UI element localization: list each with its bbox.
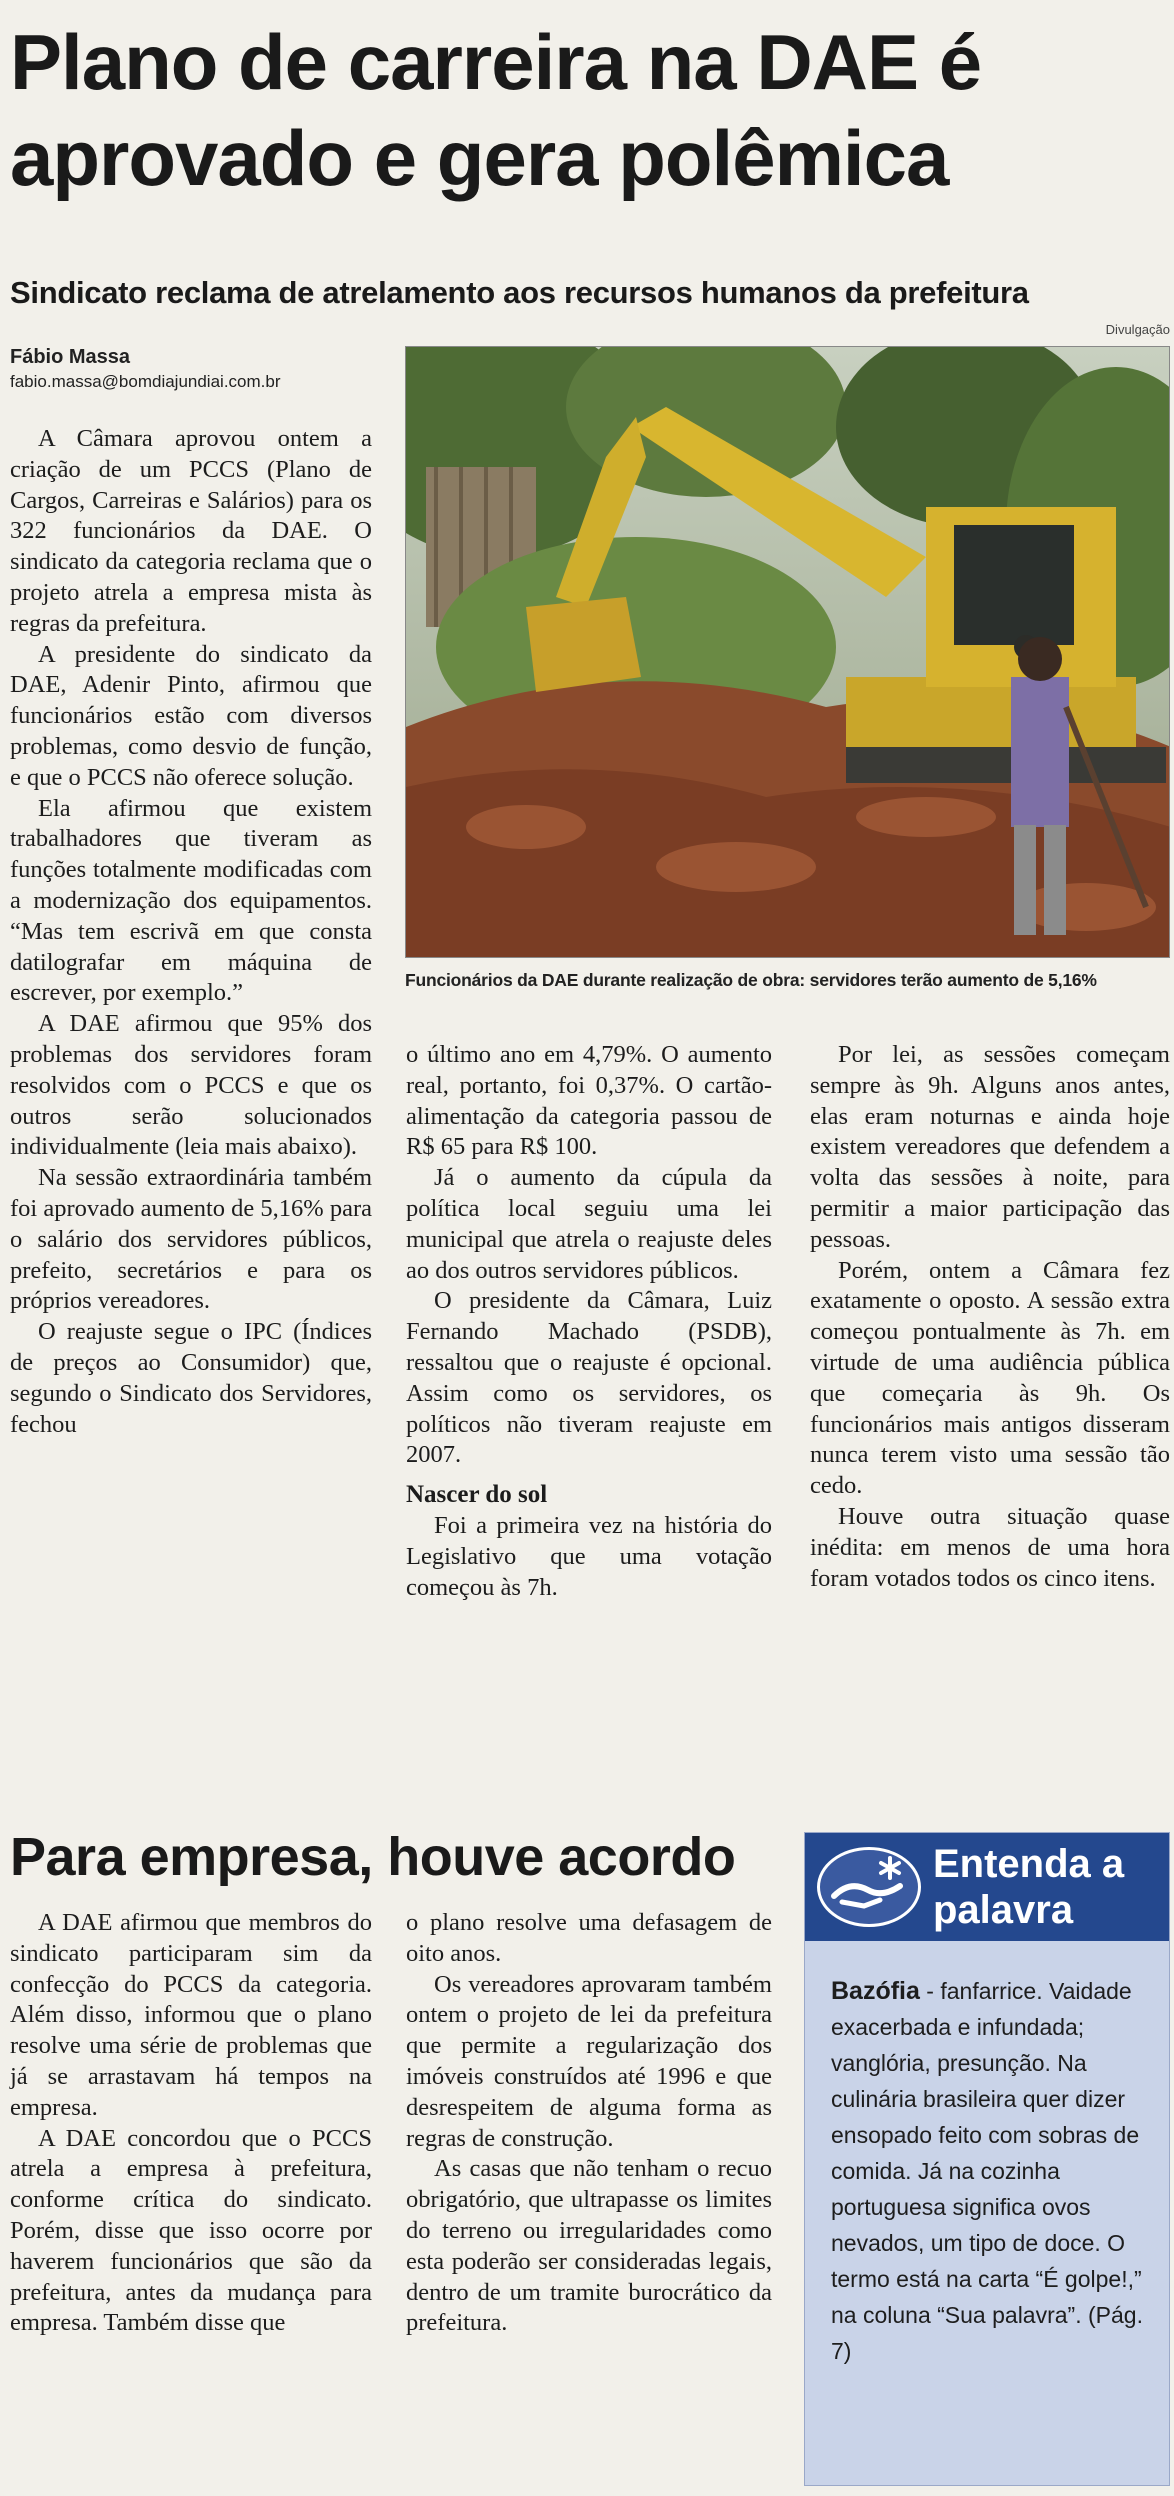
byline bbox=[10, 344, 400, 394]
paragraph: Foi a primeira vez na história do Legislativo que uma votação começou às 7h. bbox=[406, 1512, 772, 1601]
photo-caption: Funcionários da DAE durante realização de obra: servidores terão aumento de 5,16% bbox=[405, 970, 1097, 990]
paragraph: Ela afirmou que existem trabalhadores que tiveram as funções totalmente modificadas com a modernização dos equipamentos. “Mas tem escrivã em que consta datilografar em máquina de escrever, por exemplo.” bbox=[10, 794, 372, 1007]
glossary-box bbox=[804, 1832, 1170, 2486]
excavator-photo bbox=[406, 347, 1170, 958]
paragraph: O presidente da Câmara, Luiz Fernando Machado (PSDB), ressaltou que o reajuste é opcional. Assim como os servidores, os políticos não tiveram reajuste em 2007. bbox=[406, 1287, 772, 1469]
paragraph: A DAE afirmou que 95% dos problemas dos servidores foram resolvidos com o PCCS e que os outros serão solucionados individualmente (leia mais abaixo). bbox=[10, 1010, 372, 1161]
paragraph: As casas que não tenham o recuo obrigatório, que ultrapasse os limites do terreno ou irregularidades como esta poderão ser consideradas legais, dentro de um tramite burocrático da prefeitura. bbox=[406, 2155, 772, 2337]
photo-credit: Divulgação bbox=[1105, 322, 1170, 337]
headline: Plano de carreira na DAE é aprovado e gera polêmica bbox=[10, 18, 982, 202]
glossary-definition: - fanfarrice. Vaidade exacerbada e infundada; vanglória, presunção. Na culinária brasileira quer dizer ensopado feito com sobras de comida. Já na cozinha portuguesa significa ovos nevados, um tipo de doce. O termo está na carta “É golpe!,” na coluna “Sua palavra”. (Pág. 7) bbox=[831, 1978, 1143, 2364]
author-name: Fábio Massa bbox=[10, 346, 131, 368]
glossary-header bbox=[805, 1833, 1169, 1941]
glossary-title: Entenda a palavra bbox=[933, 1842, 1125, 1932]
paragraph: Na sessão extraordinária também foi aprovado aumento de 5,16% para o salário dos servidores públicos, prefeito, secretários e para os próprios vereadores. bbox=[10, 1164, 372, 1315]
paragraph: Porém, ontem a Câmara fez exatamente o oposto. A sessão extra começou pontualmente às 7h. em virtude de uma audiência pública que começaria às 9h. Os funcionários mais antigos disseram nunca terem visto uma sessão tão cedo. bbox=[810, 1256, 1170, 1500]
author-email: fabio.massa@bomdiajundiai.com.br bbox=[10, 372, 281, 391]
paragraph: o plano resolve uma defasagem de oito anos. bbox=[406, 1909, 772, 1967]
paragraph: A presidente do sindicato da DAE, Adenir Pinto, afirmou que funcionários estão com diversos problemas, como desvio de função, e que o PCCS não oferece solução. bbox=[10, 640, 372, 791]
glossary-body bbox=[831, 1973, 1161, 2369]
paragraph: O reajuste segue o IPC (Índices de preços ao Consumidor) que, segundo o Sindicato dos Servidores, fechou bbox=[10, 1318, 372, 1438]
article-photo bbox=[405, 346, 1170, 958]
subheadline: Sindicato reclama de atrelamento aos recursos humanos da prefeitura bbox=[10, 275, 1029, 310]
secondary-column-2 bbox=[406, 1908, 772, 2339]
paragraph: A DAE concordou que o PCCS atrela a empresa à prefeitura, conforme crítica do sindicato. Porém, disse que isso ocorre por haverem funcionários que são da prefeitura, antes da mudança para empresa. Também disse que bbox=[10, 2124, 372, 2337]
article-column-2 bbox=[406, 1040, 772, 1604]
paragraph: Os vereadores aprovaram também ontem o projeto de lei da prefeitura que permite a regularização dos imóveis construídos até 1996 e que desrespeitem de alguma forma as regras de construção. bbox=[406, 1970, 772, 2152]
paragraph: Já o aumento da cúpula da política local seguiu uma lei municipal que atrela o reajuste deles ao dos outros servidores públicos. bbox=[406, 1164, 772, 1284]
paragraph: A Câmara aprovou ontem a criação de um PCCS (Plano de Cargos, Carreiras e Salários) para os 322 funcionários da DAE. O sindicato da categoria reclama que o projeto atrela a empresa mista às regras da prefeitura. bbox=[10, 425, 372, 637]
secondary-headline: Para empresa, houve acordo bbox=[10, 1827, 736, 1887]
secondary-column-1 bbox=[10, 1908, 372, 2339]
paragraph: o último ano em 4,79%. O aumento real, portanto, foi 0,37%. O cartão-alimentação da categoria passou de R$ 65 para R$ 100. bbox=[406, 1041, 772, 1161]
paragraph: A DAE afirmou que membros do sindicato participaram sim da confecção do PCCS da categoria. Além disso, informou que o plano resolve uma série de problemas que já se arrastavam há tempos na empresa. bbox=[10, 1909, 372, 2121]
paragraph: Por lei, as sessões começam sempre às 9h. Alguns anos antes, elas eram noturnas e ainda hoje existem vereadores que defendem a volta das sessões à noite, para permitir a maior participação das pessoas. bbox=[810, 1041, 1170, 1253]
article-column-1 bbox=[10, 424, 372, 1440]
paragraph: Houve outra situação quase inédita: em menos de uma hora foram votados todos os cinco itens. bbox=[810, 1502, 1170, 1592]
section-subhead: Nascer do sol bbox=[406, 1481, 548, 1509]
handshake-asterisk-icon bbox=[817, 1847, 921, 1927]
glossary-term: Bazófia bbox=[831, 1977, 920, 2005]
article-column-3 bbox=[810, 1040, 1170, 1594]
